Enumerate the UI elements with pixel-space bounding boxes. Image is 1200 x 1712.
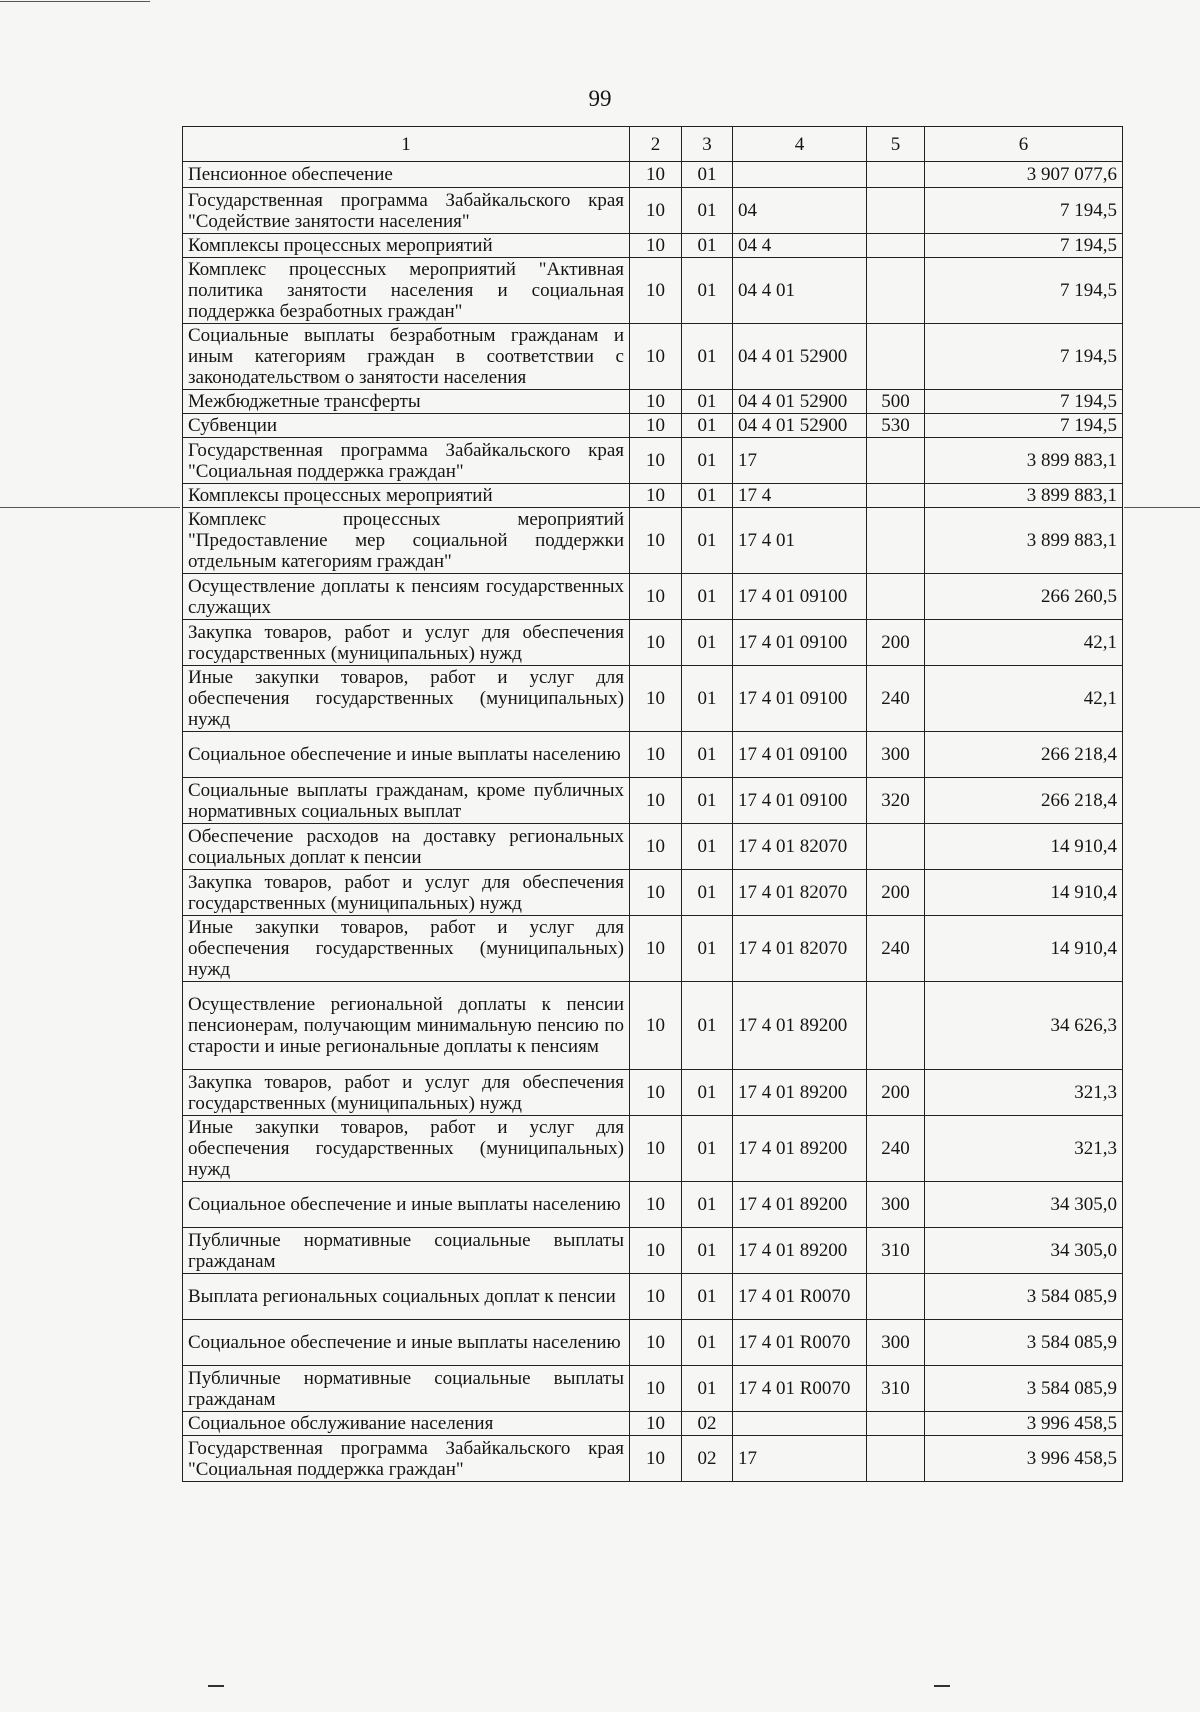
- amount: 3 899 883,1: [925, 438, 1123, 484]
- section-code: 10: [630, 1436, 682, 1482]
- amount: 3 584 085,9: [925, 1274, 1123, 1320]
- expense-type-code: 240: [867, 666, 925, 732]
- row-name: Социальное обеспечение и иные выплаты населению: [183, 1182, 630, 1228]
- subsection-code: 01: [682, 916, 733, 982]
- amount: 266 218,4: [925, 778, 1123, 824]
- table-row: [183, 508, 1123, 574]
- subsection-code: 01: [682, 1182, 733, 1228]
- subsection-code: 01: [682, 162, 733, 188]
- subsection-code: 01: [682, 258, 733, 324]
- section-code: 10: [630, 414, 682, 438]
- target-article-code: 17 4 01 82070: [733, 870, 867, 916]
- section-code: 10: [630, 484, 682, 508]
- target-article-code: 17 4 01 89200: [733, 1070, 867, 1116]
- table-row: [183, 438, 1123, 484]
- target-article-code: 17 4 01 89200: [733, 1228, 867, 1274]
- row-name: Государственная программа Забайкальского края "Социальная поддержка граждан": [183, 438, 630, 484]
- expense-type-code: [867, 258, 925, 324]
- amount: 3 996 458,5: [925, 1436, 1123, 1482]
- target-article-code: 17 4: [733, 484, 867, 508]
- table-row: [183, 390, 1123, 414]
- amount: 7 194,5: [925, 258, 1123, 324]
- target-article-code: 04 4 01: [733, 258, 867, 324]
- section-code: 10: [630, 1366, 682, 1412]
- section-code: 10: [630, 188, 682, 234]
- row-name: Государственная программа Забайкальского края "Содействие занятости населения": [183, 188, 630, 234]
- target-article-code: 17 4 01 09100: [733, 620, 867, 666]
- amount: 266 218,4: [925, 732, 1123, 778]
- target-article-code: 17 4 01 89200: [733, 1116, 867, 1182]
- expense-type-code: 310: [867, 1366, 925, 1412]
- expense-type-code: [867, 324, 925, 390]
- expense-type-code: [867, 188, 925, 234]
- row-name: Межбюджетные трансферты: [183, 390, 630, 414]
- expense-type-code: 300: [867, 732, 925, 778]
- subsection-code: 02: [682, 1412, 733, 1436]
- section-code: 10: [630, 1412, 682, 1436]
- amount: 3 899 883,1: [925, 508, 1123, 574]
- amount: 7 194,5: [925, 188, 1123, 234]
- row-name: Социальные выплаты безработным гражданам и иным категориям граждан в соответствии с законодательством о занятости населения: [183, 324, 630, 390]
- table-row: [183, 732, 1123, 778]
- row-name: Социальное обслуживание населения: [183, 1412, 630, 1436]
- column-header: 4: [733, 127, 867, 162]
- section-code: 10: [630, 508, 682, 574]
- section-code: 10: [630, 824, 682, 870]
- section-code: 10: [630, 1070, 682, 1116]
- section-code: 10: [630, 324, 682, 390]
- table-row: [183, 620, 1123, 666]
- table-row: [183, 824, 1123, 870]
- expense-type-code: [867, 982, 925, 1070]
- row-name: Субвенции: [183, 414, 630, 438]
- table-row: [183, 1070, 1123, 1116]
- row-name: Комплекс процессных мероприятий "Предоставление мер социальной поддержки отдельным категориям граждан": [183, 508, 630, 574]
- amount: 34 305,0: [925, 1228, 1123, 1274]
- scan-line: [1124, 507, 1200, 508]
- table-row: [183, 916, 1123, 982]
- section-code: 10: [630, 620, 682, 666]
- page-number: 99: [588, 86, 612, 111]
- scan-dash: [208, 1685, 224, 1687]
- row-name: Закупка товаров, работ и услуг для обеспечения государственных (муниципальных) нужд: [183, 620, 630, 666]
- section-code: 10: [630, 234, 682, 258]
- column-header: 3: [682, 127, 733, 162]
- header-row: [183, 127, 1123, 162]
- section-code: 10: [630, 162, 682, 188]
- column-header: 6: [925, 127, 1123, 162]
- subsection-code: 01: [682, 438, 733, 484]
- amount: 3 584 085,9: [925, 1366, 1123, 1412]
- target-article-code: 04 4: [733, 234, 867, 258]
- table-row: [183, 1320, 1123, 1366]
- expense-type-code: [867, 484, 925, 508]
- table-row: [183, 1274, 1123, 1320]
- amount: 42,1: [925, 620, 1123, 666]
- row-name: Обеспечение расходов на доставку региональных социальных доплат к пенсии: [183, 824, 630, 870]
- subsection-code: 01: [682, 870, 733, 916]
- subsection-code: 01: [682, 1274, 733, 1320]
- row-name: Государственная программа Забайкальского края "Социальная поддержка граждан": [183, 1436, 630, 1482]
- target-article-code: 17 4 01 89200: [733, 982, 867, 1070]
- row-name: Публичные нормативные социальные выплаты гражданам: [183, 1228, 630, 1274]
- subsection-code: 01: [682, 732, 733, 778]
- table-row: [183, 666, 1123, 732]
- amount: 321,3: [925, 1070, 1123, 1116]
- section-code: 10: [630, 258, 682, 324]
- section-code: 10: [630, 666, 682, 732]
- expense-type-code: [867, 1436, 925, 1482]
- row-name: Иные закупки товаров, работ и услуг для обеспечения государственных (муниципальных) нужд: [183, 916, 630, 982]
- subsection-code: 01: [682, 666, 733, 732]
- row-name: Иные закупки товаров, работ и услуг для обеспечения государственных (муниципальных) нужд: [183, 666, 630, 732]
- table-row: [183, 324, 1123, 390]
- section-code: 10: [630, 916, 682, 982]
- target-article-code: 17 4 01 09100: [733, 732, 867, 778]
- section-code: 10: [630, 982, 682, 1070]
- row-name: Комплексы процессных мероприятий: [183, 234, 630, 258]
- table-row: [183, 234, 1123, 258]
- target-article-code: 04 4 01 52900: [733, 324, 867, 390]
- scan-dash: [934, 1685, 950, 1687]
- target-article-code: 17 4 01 89200: [733, 1182, 867, 1228]
- amount: 34 626,3: [925, 982, 1123, 1070]
- subsection-code: 01: [682, 188, 733, 234]
- row-name: Закупка товаров, работ и услуг для обеспечения государственных (муниципальных) нужд: [183, 1070, 630, 1116]
- subsection-code: 01: [682, 324, 733, 390]
- expense-type-code: [867, 508, 925, 574]
- row-name: Социальное обеспечение и иные выплаты населению: [183, 1320, 630, 1366]
- section-code: 10: [630, 1320, 682, 1366]
- column-header: 5: [867, 127, 925, 162]
- amount: 3 996 458,5: [925, 1412, 1123, 1436]
- amount: 3 907 077,6: [925, 162, 1123, 188]
- table-row: [183, 982, 1123, 1070]
- row-name: Социальные выплаты гражданам, кроме публичных нормативных социальных выплат: [183, 778, 630, 824]
- amount: 3 899 883,1: [925, 484, 1123, 508]
- target-article-code: 04 4 01 52900: [733, 414, 867, 438]
- subsection-code: 01: [682, 1070, 733, 1116]
- subsection-code: 01: [682, 414, 733, 438]
- expense-type-code: [867, 1274, 925, 1320]
- table-row: [183, 574, 1123, 620]
- column-header: 2: [630, 127, 682, 162]
- table-row: [183, 1366, 1123, 1412]
- amount: 14 910,4: [925, 916, 1123, 982]
- row-name: Закупка товаров, работ и услуг для обеспечения государственных (муниципальных) нужд: [183, 870, 630, 916]
- target-article-code: 17 4 01 R0070: [733, 1274, 867, 1320]
- amount: 266 260,5: [925, 574, 1123, 620]
- subsection-code: 01: [682, 234, 733, 258]
- expense-type-code: 200: [867, 620, 925, 666]
- expense-type-code: [867, 574, 925, 620]
- target-article-code: 17 4 01 09100: [733, 574, 867, 620]
- amount: 34 305,0: [925, 1182, 1123, 1228]
- section-code: 10: [630, 574, 682, 620]
- subsection-code: 01: [682, 574, 733, 620]
- expense-type-code: 530: [867, 414, 925, 438]
- target-article-code: [733, 162, 867, 188]
- table-row: [183, 1412, 1123, 1436]
- subsection-code: 01: [682, 982, 733, 1070]
- table-row: [183, 1182, 1123, 1228]
- section-code: 10: [630, 778, 682, 824]
- target-article-code: 17 4 01 09100: [733, 778, 867, 824]
- scan-line: [0, 507, 180, 508]
- expense-type-code: 200: [867, 1070, 925, 1116]
- subsection-code: 01: [682, 390, 733, 414]
- section-code: 10: [630, 1274, 682, 1320]
- section-code: 10: [630, 1116, 682, 1182]
- budget-table: [182, 126, 1123, 1482]
- expense-type-code: [867, 824, 925, 870]
- expense-type-code: 310: [867, 1228, 925, 1274]
- subsection-code: 02: [682, 1436, 733, 1482]
- target-article-code: 04: [733, 188, 867, 234]
- section-code: 10: [630, 1228, 682, 1274]
- target-article-code: 17 4 01 82070: [733, 916, 867, 982]
- row-name: Осуществление доплаты к пенсиям государственных служащих: [183, 574, 630, 620]
- target-article-code: [733, 1412, 867, 1436]
- target-article-code: 17 4 01 09100: [733, 666, 867, 732]
- table-row: [183, 414, 1123, 438]
- expense-type-code: 240: [867, 1116, 925, 1182]
- section-code: 10: [630, 390, 682, 414]
- target-article-code: 17 4 01 R0070: [733, 1320, 867, 1366]
- subsection-code: 01: [682, 484, 733, 508]
- row-name: Пенсионное обеспечение: [183, 162, 630, 188]
- table-row: [183, 484, 1123, 508]
- expense-type-code: 300: [867, 1320, 925, 1366]
- table-row: [183, 1116, 1123, 1182]
- expense-type-code: [867, 1412, 925, 1436]
- section-code: 10: [630, 870, 682, 916]
- subsection-code: 01: [682, 778, 733, 824]
- expense-type-code: 320: [867, 778, 925, 824]
- table-row: [183, 162, 1123, 188]
- amount: 3 584 085,9: [925, 1320, 1123, 1366]
- amount: 7 194,5: [925, 234, 1123, 258]
- expense-type-code: 500: [867, 390, 925, 414]
- target-article-code: 17: [733, 1436, 867, 1482]
- section-code: 10: [630, 438, 682, 484]
- subsection-code: 01: [682, 1228, 733, 1274]
- target-article-code: 17 4 01 82070: [733, 824, 867, 870]
- subsection-code: 01: [682, 824, 733, 870]
- expense-type-code: [867, 438, 925, 484]
- amount: 42,1: [925, 666, 1123, 732]
- amount: 321,3: [925, 1116, 1123, 1182]
- table-row: [183, 1436, 1123, 1482]
- column-header: 1: [183, 127, 630, 162]
- target-article-code: 17: [733, 438, 867, 484]
- target-article-code: 04 4 01 52900: [733, 390, 867, 414]
- expense-type-code: [867, 162, 925, 188]
- expense-type-code: 200: [867, 870, 925, 916]
- target-article-code: 17 4 01 R0070: [733, 1366, 867, 1412]
- section-code: 10: [630, 1182, 682, 1228]
- subsection-code: 01: [682, 620, 733, 666]
- subsection-code: 01: [682, 1116, 733, 1182]
- table-row: [183, 1228, 1123, 1274]
- amount: 7 194,5: [925, 414, 1123, 438]
- subsection-code: 01: [682, 1320, 733, 1366]
- expense-type-code: [867, 234, 925, 258]
- expense-type-code: 300: [867, 1182, 925, 1228]
- table-row: [183, 188, 1123, 234]
- table-row: [183, 778, 1123, 824]
- row-name: Социальное обеспечение и иные выплаты населению: [183, 732, 630, 778]
- amount: 14 910,4: [925, 870, 1123, 916]
- table-row: [183, 258, 1123, 324]
- amount: 7 194,5: [925, 324, 1123, 390]
- amount: 14 910,4: [925, 824, 1123, 870]
- subsection-code: 01: [682, 1366, 733, 1412]
- amount: 7 194,5: [925, 390, 1123, 414]
- row-name: Выплата региональных социальных доплат к пенсии: [183, 1274, 630, 1320]
- row-name: Комплекс процессных мероприятий "Активная политика занятости населения и социальная поддержка безработных граждан": [183, 258, 630, 324]
- row-name: Осуществление региональной доплаты к пенсии пенсионерам, получающим минимальную пенсию по старости и иные региональные доплаты к пенсиям: [183, 982, 630, 1070]
- row-name: Иные закупки товаров, работ и услуг для обеспечения государственных (муниципальных) нужд: [183, 1116, 630, 1182]
- expense-type-code: 240: [867, 916, 925, 982]
- row-name: Комплексы процессных мероприятий: [183, 484, 630, 508]
- target-article-code: 17 4 01: [733, 508, 867, 574]
- subsection-code: 01: [682, 508, 733, 574]
- section-code: 10: [630, 732, 682, 778]
- scan-line: [0, 1, 150, 2]
- table-row: [183, 870, 1123, 916]
- row-name: Публичные нормативные социальные выплаты гражданам: [183, 1366, 630, 1412]
